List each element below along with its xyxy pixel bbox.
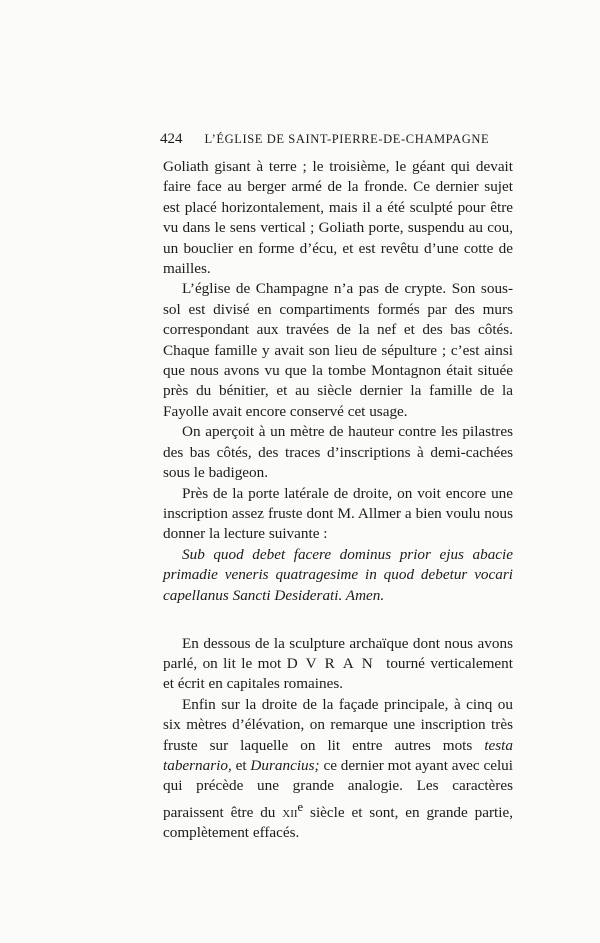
text-run: ce dernier mot ayant avec celui qui précède une grande analogie. Les caractères paraissent être du <box>163 756 513 821</box>
text-run: tourné verticalement et écrit en capitales romaines. <box>163 654 513 693</box>
text-run: et <box>231 756 251 774</box>
paragraph: Goliath gisant à terre ; le troisième, le géant qui devait faire face au berger armé de la fronde. Ce dernier sujet est placé horizontalement, mais il a été sculpté pour être vu dans le sens vertical ; Goliath porte, suspendu au cou, un bouclier en forme d’écu, et est revêtu d’une cotte de mailles. <box>163 158 513 278</box>
paragraph <box>163 634 513 695</box>
paragraph: Près de la porte latérale de droite, on voit encore une inscription assez fruste dont M. Allmer a bien voulu nous donner la lecture suivante : <box>163 484 513 543</box>
running-title: L’ÉGLISE DE SAINT-PIERRE-DE-CHAMPAGNE <box>204 132 490 146</box>
paragraph: L’église de Champagne n’a pas de crypte. Son sous-sol est divisé en compartiments formés par des murs correspondant aux travées de la nef et des bas côtés. Chaque famille y avait son lieu de sépulture ; c’est ainsi que nous avons vu que la tombe Montagnon était située près du bénitier, et au siècle dernier la famille de la Fayolle avait encore conservé cet usage. <box>163 280 513 420</box>
spacer <box>163 607 513 634</box>
page-number: 424 <box>160 131 183 147</box>
inscription-word: DVRAN <box>286 654 381 672</box>
century-numeral: xii <box>282 803 298 821</box>
text-run: siècle et sont, en grande partie, complètement effacés. <box>163 803 513 842</box>
paragraph <box>163 695 513 844</box>
body-text <box>163 157 513 844</box>
paragraph: On aperçoit à un mètre de hauteur contre les pilastres des bas côtés, des traces d’inscriptions à demi-cachées sous le badigeon. <box>163 423 513 482</box>
running-header <box>160 131 512 148</box>
century-suffix: e <box>297 799 304 814</box>
italic-term: Durancius; <box>250 756 320 774</box>
text-run: Enfin sur la droite de la façade principale, à cinq ou six mètres d’élévation, on remarque une inscription très fruste sur laquelle on lit entre autres mots <box>163 695 513 754</box>
italic-term: testa tabernario, <box>163 736 513 774</box>
text-run: En dessous de la sculpture archaïque dont nous avons parlé, on lit le mot <box>163 634 513 672</box>
latin-inscription: Sub quod debet facere dominus prior ejus abacie primadie veneris quatragesime in quod debetur vocari capellanus Sancti Desiderati. Amen. <box>163 545 513 604</box>
